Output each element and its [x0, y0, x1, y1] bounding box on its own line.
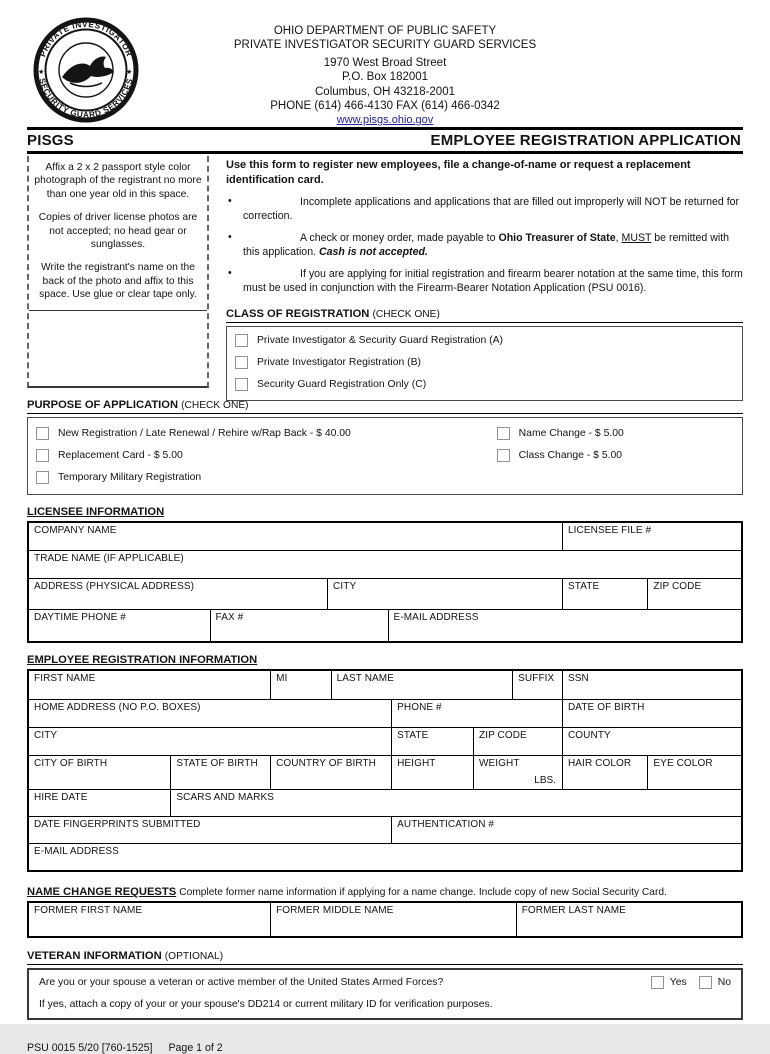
bullet-text: Incomplete applications and applications that are filled out improperly will NOT be returned for correction. [243, 196, 740, 223]
checkbox-veteran-no[interactable] [699, 976, 712, 989]
field-eye-color[interactable]: EYE COLOR [653, 758, 713, 769]
licensee-section [27, 506, 743, 643]
svg-text:PRIVATE INVESTIGATOR [38, 20, 133, 58]
photo-instruction-2: Copies of driver license photos are not accepted; no head gear or sunglasses. [38, 212, 198, 250]
field-home-address[interactable]: HOME ADDRESS (NO P.O. BOXES) [29, 700, 392, 727]
veteran-no-label: No [717, 977, 731, 988]
class-option-c: Security Guard Registration Only (C) [235, 374, 734, 396]
bullet-icon: • [228, 195, 232, 208]
dept-line2: PRIVATE INVESTIGATOR SECURITY GUARD SERVICES [233, 39, 537, 52]
table-row [29, 903, 741, 936]
checkbox-name-change[interactable] [497, 427, 510, 440]
photo-placement-area [29, 311, 207, 386]
field-date-of-birth[interactable]: DATE OF BIRTH [567, 702, 645, 713]
purpose-option-replacement-card: Replacement Card - $ 5.00 [36, 444, 497, 466]
field-employee-state[interactable]: STATE [392, 728, 474, 755]
field-hire-date[interactable]: HIRE DATE [29, 790, 171, 816]
field-state-of-birth[interactable]: STATE OF BIRTH [171, 756, 271, 789]
name-change-section [27, 886, 743, 938]
field-former-middle-name[interactable]: FORMER MIDDLE NAME [271, 903, 517, 936]
field-suffix[interactable]: SUFFIX [513, 671, 563, 699]
field-employee-email[interactable]: E-MAIL ADDRESS [34, 846, 119, 857]
purpose-option-class-change: Class Change - $ 5.00 [497, 444, 734, 466]
veteran-question: Are you or your spouse a veteran or active member of the United States Armed Forces? [39, 977, 444, 988]
field-daytime-phone[interactable]: DAYTIME PHONE # [29, 610, 211, 641]
field-physical-address[interactable]: ADDRESS (PHYSICAL ADDRESS) [29, 579, 328, 609]
field-first-name[interactable]: FIRST NAME [29, 671, 271, 699]
page-title: EMPLOYEE REGISTRATION APPLICATION [430, 132, 741, 149]
field-former-last-name[interactable]: FORMER LAST NAME [521, 905, 626, 916]
field-city-of-birth[interactable]: CITY OF BIRTH [29, 756, 171, 789]
seal-eagle-icon [62, 56, 114, 82]
checkbox-veteran-yes[interactable] [651, 976, 664, 989]
svg-text:SECURITY GUARD SERVICES [37, 77, 134, 119]
field-authentication-number[interactable]: AUTHENTICATION # [397, 819, 495, 830]
intro-bullets [226, 195, 743, 303]
class-of-registration-heading: CLASS OF REGISTRATION (CHECK ONE) [226, 308, 743, 323]
title-bar [27, 130, 743, 151]
veteran-section [27, 950, 743, 1020]
field-country-of-birth[interactable]: COUNTRY OF BIRTH [271, 756, 392, 789]
field-scars-and-marks[interactable]: SCARS AND MARKS [176, 792, 275, 803]
intro-lead: Use this form to register new employees, file a change-of-name or request a replacement identification card. [226, 159, 691, 186]
purpose-option-temporary-military: Temporary Military Registration [36, 466, 497, 488]
field-licensee-file-number[interactable]: LICENSEE FILE # [568, 525, 652, 536]
photo-instructions [29, 156, 207, 311]
photo-instruction-3: Write the registrant's name on the back of the photo and affix to this space. Use glue or clear tape only. [39, 262, 197, 300]
seal-star-right-icon: ★ [126, 69, 133, 76]
table-row [29, 551, 741, 579]
bullet-item: • A check or money order, made payable to Ohio Treasurer of State, MUST be remitted with this application. Cash is not accepted. [228, 231, 730, 259]
field-ssn[interactable]: SSN [567, 673, 589, 684]
page-number: Page 1 of 2 [168, 1042, 223, 1054]
field-licensee-zip-code[interactable]: ZIP CODE [653, 581, 702, 592]
table-row [29, 610, 741, 641]
weight-unit-label: LBS. [534, 775, 556, 786]
checkbox-class-b[interactable] [235, 356, 248, 369]
employee-table [27, 669, 743, 872]
bullet-icon: • [228, 267, 232, 280]
class-option-b: Private Investigator Registration (B) [235, 352, 734, 374]
class-options-box [226, 326, 743, 401]
website-link[interactable]: www.pisgs.ohio.gov [336, 114, 434, 127]
purpose-section [27, 399, 743, 495]
field-employee-zip-code[interactable]: ZIP CODE [474, 728, 563, 755]
purpose-option-name-change: Name Change - $ 5.00 [497, 422, 734, 444]
seal-ring-top-text: PRIVATE INVESTIGATOR [38, 19, 134, 59]
seal-ring-bottom-text: SECURITY GUARD SERVICES [37, 77, 135, 120]
form-number: PSU 0015 5/20 [760-1525] [27, 1042, 153, 1054]
field-trade-name[interactable]: TRADE NAME (IF APPLICABLE) [34, 553, 184, 564]
form-code: PISGS [27, 132, 74, 149]
name-change-heading: NAME CHANGE REQUESTS Complete former name information if applying for a name change. Include copy of new Social Security Card. [27, 886, 667, 898]
purpose-options-box [27, 417, 743, 495]
checkbox-temporary-military[interactable] [36, 471, 49, 484]
table-row [29, 579, 741, 610]
field-last-name[interactable]: LAST NAME [332, 671, 514, 699]
field-county[interactable]: COUNTY [567, 730, 611, 741]
employee-section [27, 654, 743, 872]
checkbox-class-c[interactable] [235, 378, 248, 391]
veteran-heading: VETERAN INFORMATION (OPTIONAL) [27, 950, 743, 965]
veteran-box [27, 968, 743, 1020]
field-company-name[interactable]: COMPANY NAME [29, 523, 563, 550]
field-former-first-name[interactable]: FORMER FIRST NAME [29, 903, 271, 936]
bullet-icon: • [228, 231, 232, 244]
divider [27, 151, 743, 154]
checkbox-class-change[interactable] [497, 449, 510, 462]
dept-line1: OHIO DEPARTMENT OF PUBLIC SAFETY [273, 25, 497, 37]
table-row [29, 844, 741, 870]
bullet-item [226, 267, 743, 295]
class-option-a: Private Investigator & Security Guard Registration (A) [235, 330, 734, 352]
employee-heading: EMPLOYEE REGISTRATION INFORMATION [27, 654, 258, 666]
table-row [29, 817, 741, 844]
address-city: Columbus, OH 43218-2001 [315, 85, 455, 98]
page-footer [27, 1042, 743, 1054]
seal-star-left-icon: ★ [38, 69, 45, 76]
photo-instruction-1: Affix a 2 x 2 passport style color photograph of the registrant no more than one year old in this space. [34, 162, 202, 200]
field-licensee-state[interactable]: STATE [563, 579, 648, 609]
field-employee-city[interactable]: CITY [29, 728, 392, 755]
address-street: 1970 West Broad Street [323, 56, 447, 69]
checkbox-replacement-card[interactable] [36, 449, 49, 462]
table-row [29, 756, 741, 790]
field-licensee-city[interactable]: CITY [328, 579, 563, 609]
field-height[interactable]: HEIGHT [392, 756, 474, 789]
table-row [29, 523, 741, 551]
field-date-fingerprints-submitted[interactable]: DATE FINGERPRINTS SUBMITTED [29, 817, 392, 843]
veteran-note: If yes, attach a copy of your or your spouse's DD214 or current military ID for verification purposes. [39, 999, 493, 1010]
field-fax[interactable]: FAX # [211, 610, 389, 641]
table-row [29, 671, 741, 700]
header [27, 16, 743, 127]
class-of-registration-section [226, 308, 743, 401]
field-middle-initial[interactable]: MI [271, 671, 332, 699]
purpose-option-new-registration: New Registration / Late Renewal / Rehire w/Rap Back - $ 40.00 [36, 422, 497, 444]
name-change-table [27, 901, 743, 938]
address-pobox: P.O. Box 182001 [341, 71, 429, 84]
checkbox-new-registration[interactable] [36, 427, 49, 440]
table-row [29, 790, 741, 817]
bullet-text: If you are applying for initial registration and firearm bearer notation at the same time, this form must be used in conjunction with the Firearm-Bearer Notation Application (PSU 0016). [243, 268, 743, 295]
field-phone[interactable]: PHONE # [392, 700, 563, 727]
pisgs-seal-icon [33, 17, 139, 123]
purpose-heading: PURPOSE OF APPLICATION (CHECK ONE) [27, 399, 743, 414]
field-licensee-email[interactable]: E-MAIL ADDRESS [393, 612, 479, 623]
field-weight[interactable]: WEIGHT LBS. [474, 756, 563, 789]
bullet-item [226, 195, 743, 223]
licensee-table [27, 521, 743, 643]
checkbox-class-a[interactable] [235, 334, 248, 347]
field-hair-color[interactable]: HAIR COLOR [563, 756, 648, 789]
licensee-heading: LICENSEE INFORMATION [27, 506, 165, 518]
phone-fax: PHONE (614) 466-4130 FAX (614) 466-0342 [270, 99, 500, 112]
veteran-yes-label: Yes [669, 977, 687, 988]
table-row [29, 728, 741, 756]
photo-affix-box [27, 156, 209, 388]
table-row [29, 700, 741, 728]
